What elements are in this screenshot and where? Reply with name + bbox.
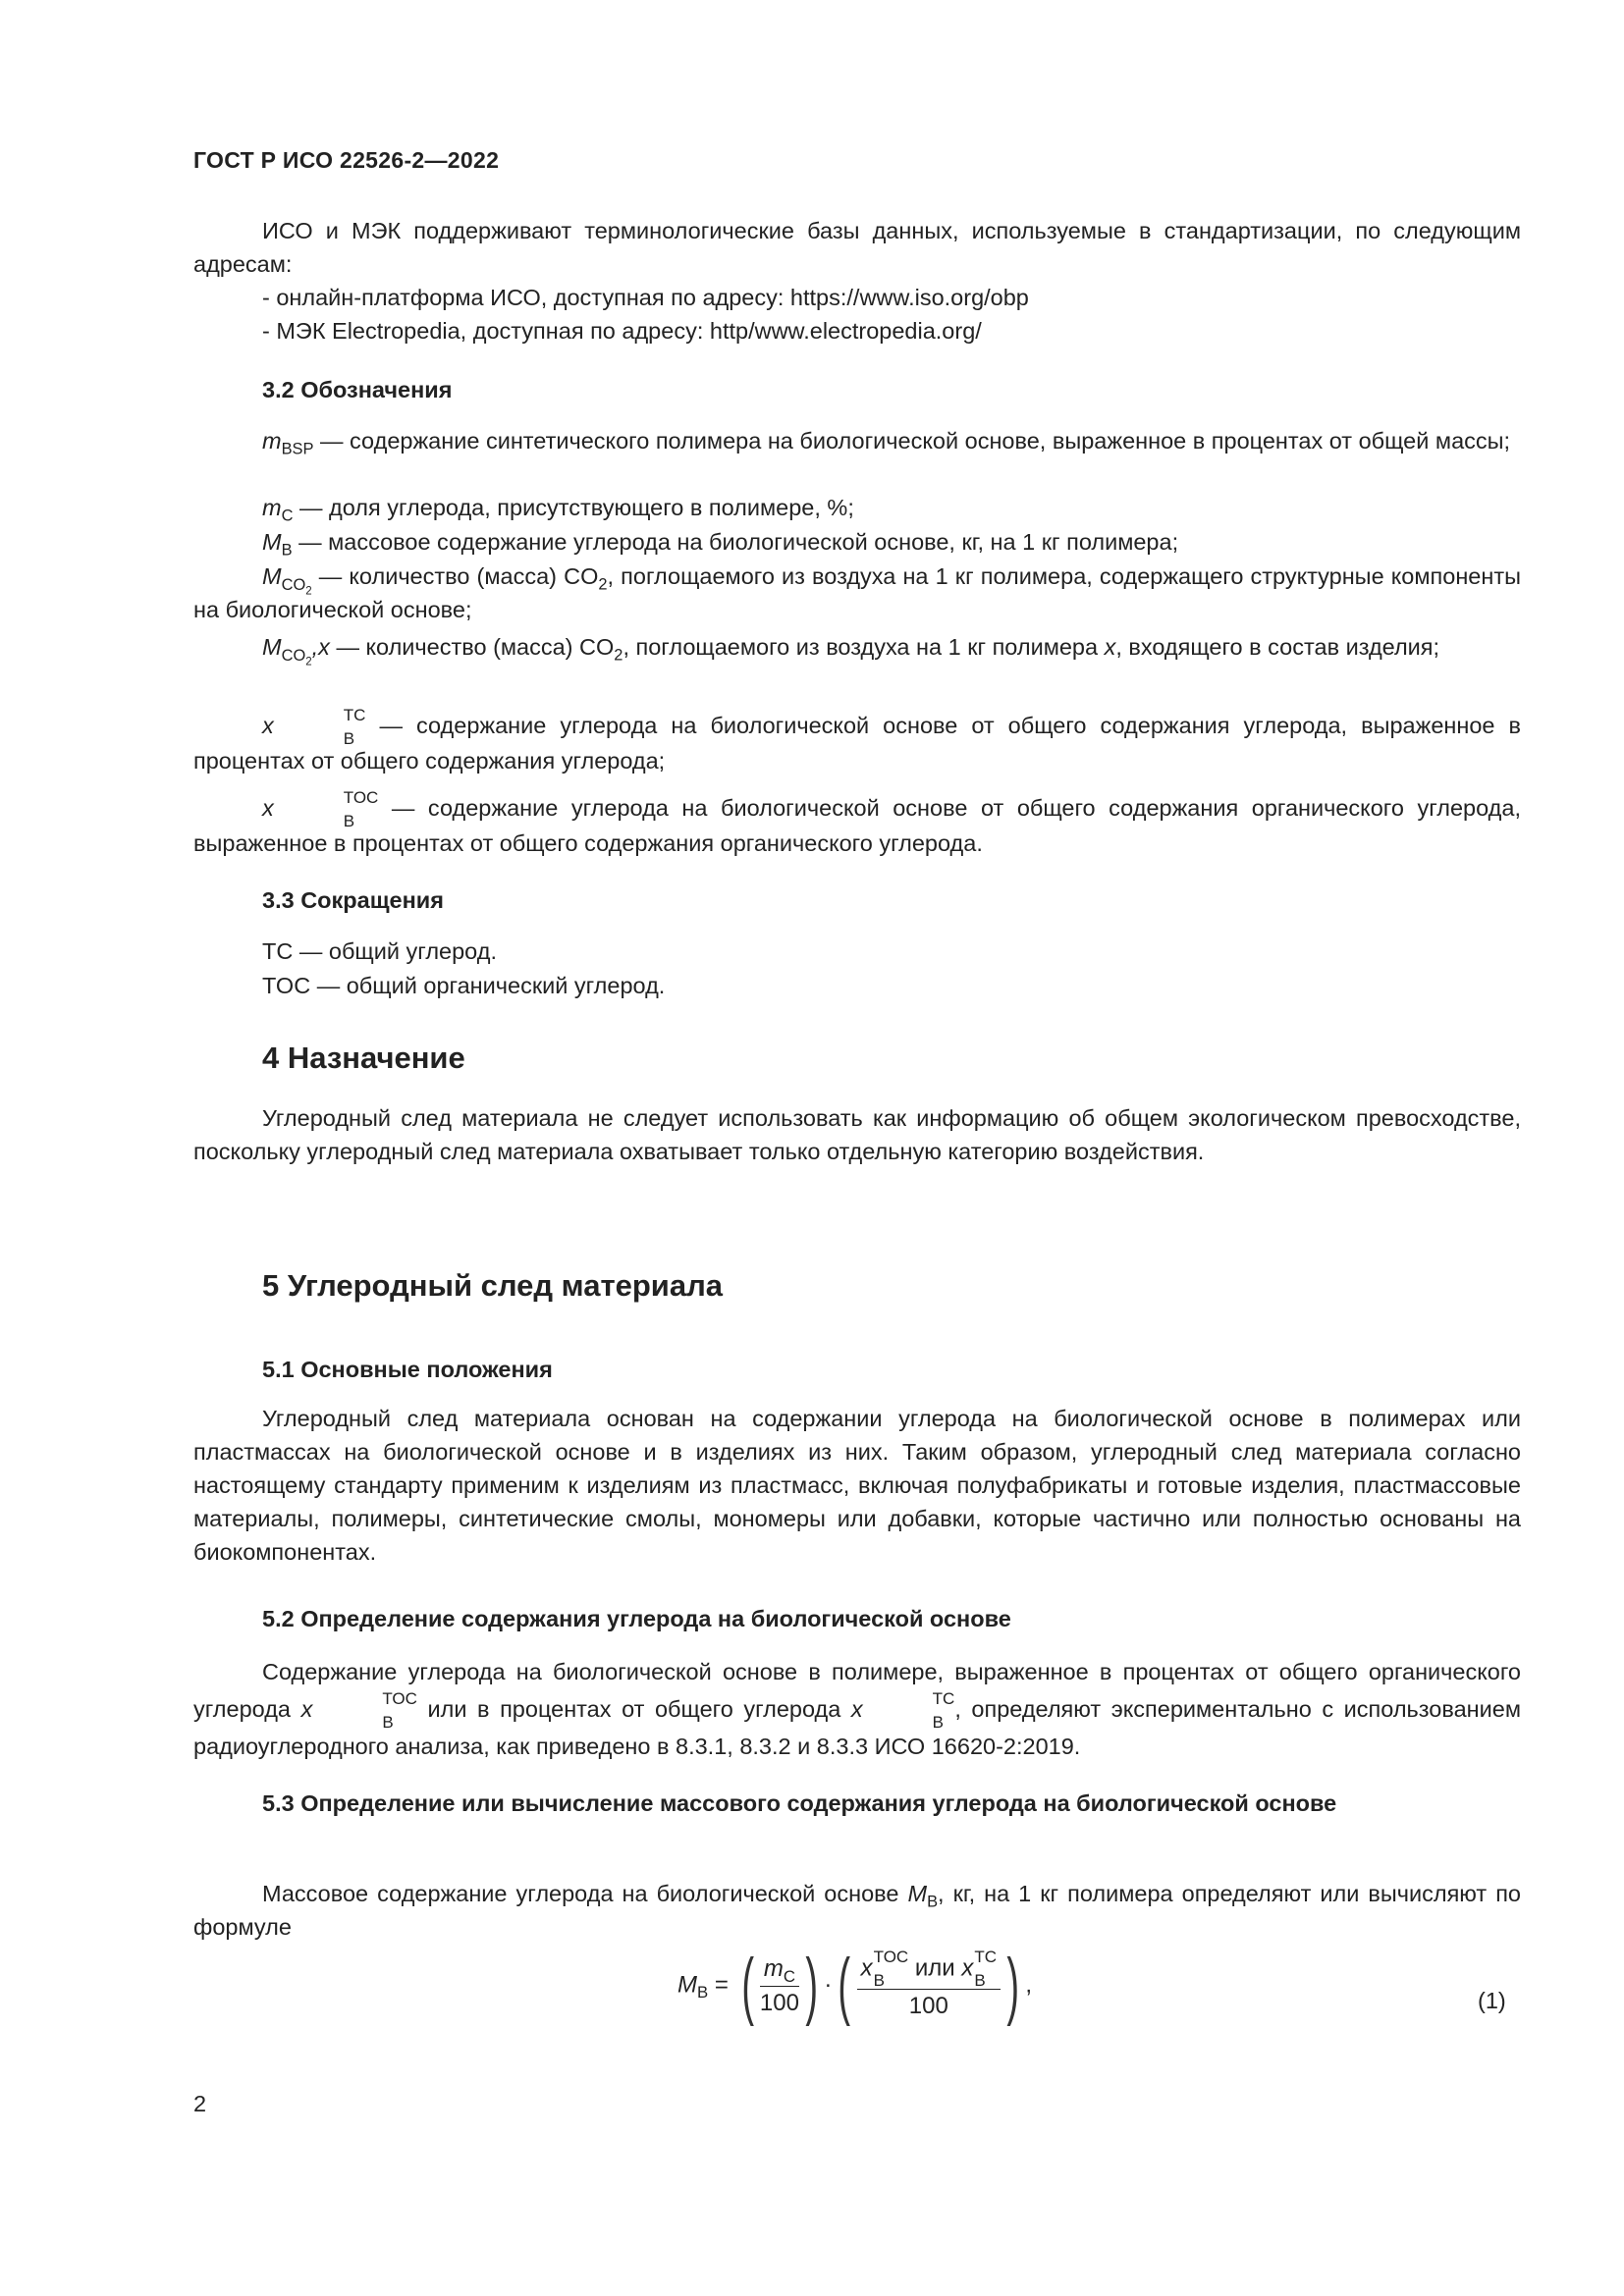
section-5-2-x2: x: [850, 1696, 863, 1722]
section-5-3-sym: M: [907, 1881, 928, 1906]
formula-x1-sup: TOC: [873, 1947, 909, 1966]
section-3-3-title: 3.3 Сокращения: [262, 887, 444, 913]
symbol-mbsp-letter: m: [262, 428, 282, 454]
section-5-2-x1-sup: TOC: [382, 1688, 417, 1708]
symbol-mbsp-sub: BSP: [281, 440, 314, 458]
symbol-mc: [262, 491, 854, 524]
formula-x2: x: [961, 1953, 974, 1981]
symbol-mco2x-x: ,x: [311, 634, 330, 660]
formula-1: [677, 1944, 1365, 2056]
symbol-mco2: [193, 560, 1521, 626]
section-5-2-text3: , определяют экспериментально с использованием радиоуглеродного анализа, как приведено в 8.3.1, 8.3.2 и 8.3.3 ИСО 16620-2:2019.: [193, 1696, 1521, 1759]
symbol-mb-text: — массовое содержание углерода на биологической основе, кг, на 1 кг полимера;: [292, 529, 1179, 555]
formula-frac-1: [760, 1955, 799, 2017]
section-5-2-text1: Содержание углерода на биологической основе в полимере, выраженное в процентах от общего органического углерода: [193, 1659, 1521, 1722]
formula-lhs-sub: B: [697, 1983, 709, 2002]
symbol-xtc-sup: TC: [343, 705, 366, 724]
symbol-mco2x-text2: , поглощаемого из воздуха на 1 кг полимера: [623, 634, 1105, 660]
symbol-mb-sub: B: [281, 541, 293, 560]
symbol-mco2-subsub: 2: [305, 584, 312, 597]
section-5-2-x2-sup: TC: [932, 1688, 955, 1708]
symbol-mc-text: — доля углерода, присутствующего в полимере, %;: [293, 495, 854, 520]
symbol-mco2x-subsub: 2: [305, 655, 312, 667]
formula-x1: x: [860, 1953, 873, 1981]
section-5-2-text2: или в процентах от общего углерода: [416, 1696, 851, 1722]
formula-paren-open-1: (: [740, 1944, 754, 2027]
abbr-toc: TOC — общий органический углерод.: [262, 973, 666, 998]
formula-mc-sub: C: [783, 1966, 795, 1986]
section-5-3-text: [193, 1877, 1521, 1944]
section-4-text: Углеродный след материала не следует использовать как информацию об общем экологическом превосходстве, поскольку углеродный след материала охватывает только отдельную категорию воздействия.: [193, 1105, 1521, 1164]
symbol-xtoc-sub: B: [343, 811, 355, 830]
symbol-mco2x-text1-sub: 2: [614, 646, 623, 665]
symbol-mco2-text2: , поглощаемого из воздуха на 1 кг полимера, содержащего структурные компоненты на биологической основе;: [193, 563, 1522, 622]
formula-x2-sup: TC: [974, 1947, 998, 1966]
section-5-title: 5 Углеродный след материала: [262, 1268, 724, 1303]
symbol-mbsp: [193, 424, 1521, 457]
section-5-1-title: 5.1 Основные положения: [262, 1357, 553, 1382]
page-number: 2: [193, 2091, 207, 2116]
document-header: ГОСТ Р ИСО 22526-2—2022: [193, 147, 500, 173]
section-5-2-x1: x: [300, 1696, 313, 1722]
formula-paren-open-2: (: [838, 1944, 851, 2027]
section-4-title: 4 Назначение: [262, 1041, 465, 1075]
abbr-tc: TC — общий углерод.: [262, 938, 497, 964]
symbol-xtc: [193, 705, 1521, 777]
symbol-xtoc-text: — содержание углерода на биологической основе от общего содержания органического углерода, выраженное в процентах от общего содержания органического углерода.: [193, 795, 1521, 856]
section-5-2-x2-sub: B: [932, 1712, 944, 1732]
formula-x1-sub: B: [873, 1970, 885, 1990]
symbol-mco2-text1-sub: 2: [598, 575, 608, 594]
formula-paren-close-1: ): [805, 1944, 818, 2027]
symbol-xtc-sub: B: [343, 728, 355, 748]
symbol-xtc-letter: x: [262, 713, 274, 738]
section-5-2-title: 5.2 Определение содержания углерода на биологической основе: [262, 1606, 1011, 1631]
formula-number: (1): [1478, 1988, 1506, 2013]
intro-list-item-iso: - онлайн-платформа ИСО, доступная по адресу: https://www.iso.org/obp: [262, 285, 1029, 310]
formula-mc: m: [763, 1954, 784, 1982]
section-5-3-sub: B: [927, 1893, 939, 1911]
section-5-2-x1-sub: B: [382, 1712, 394, 1732]
symbol-mco2x-text3: , входящего в состав изделия;: [1115, 634, 1440, 660]
symbol-xtc-text: — содержание углерода на биологической основе от общего содержания углерода, выраженное в процентах от общего содержания углерода;: [193, 713, 1521, 774]
symbol-mco2-sub: CO: [281, 575, 306, 594]
symbol-mco2x-sub: CO: [281, 646, 306, 665]
section-5-3-text2: , кг, на 1 кг полимера определяют или вычисляют по формуле: [193, 1881, 1521, 1940]
section-5-3-text1: Массовое содержание углерода на биологической основе: [262, 1881, 908, 1906]
formula-or: или: [908, 1953, 962, 1981]
formula-paren-close-2: ): [1006, 1944, 1020, 2027]
section-5-2-text: [193, 1653, 1521, 1765]
symbol-mco2x: [193, 630, 1521, 667]
symbol-xtoc-letter: x: [262, 795, 274, 821]
formula-x2-sub: B: [974, 1970, 986, 1990]
symbol-mb-letter: M: [262, 529, 282, 555]
formula-frac-2: [857, 1947, 1001, 2020]
symbol-xtoc-sup: TOC: [343, 787, 379, 807]
symbol-mco2x-letter: M: [262, 634, 282, 660]
section-5-1-text: Углеродный след материала основан на содержании углерода на биологической основе в полимерах или пластмассах на биологической основе и в изделиях из них. Таким образом, углеродный след материала согласно настоящему стандарту применим к изделиям из пластмасс, включая полуфабрикаты и готовые изделия, пластмассовые материалы, полимеры, синтетические смолы, мономеры или добавки, которые частично или полностью основаны на биокомпонентах.: [193, 1406, 1521, 1565]
intro-list-item-iec: - МЭК Electropedia, доступная по адресу: http/www.electropedia.org/: [262, 318, 982, 344]
section-3-2-title: 3.2 Обозначения: [262, 377, 453, 402]
intro-paragraph: ИСО и МЭК поддерживают терминологические базы данных, используемые в стандартизации, по следующим адресам:: [193, 218, 1521, 277]
symbol-mco2-letter: M: [262, 563, 282, 589]
formula-comma: ,: [1025, 1971, 1033, 1999]
formula-lhs: M: [677, 1971, 697, 1999]
symbol-mb: [262, 525, 1178, 559]
symbol-mco2x-text1: — количество (масса) CO: [329, 634, 615, 660]
formula-den-2: 100: [908, 1992, 948, 2019]
symbol-mco2-text1: — количество (масса) CO: [311, 563, 599, 589]
symbol-mc-sub: C: [281, 507, 294, 525]
formula-den-1: 100: [759, 1989, 799, 2016]
symbol-mbsp-text: — содержание синтетического полимера на биологической основе, выраженное в процентах от общей массы;: [313, 428, 1511, 454]
formula-dot: ·: [824, 1971, 833, 1999]
formula-eq: =: [708, 1971, 735, 1999]
symbol-mco2x-xi: x: [1104, 634, 1116, 660]
symbol-xtoc: [193, 787, 1521, 860]
symbol-mc-letter: m: [262, 495, 282, 520]
section-5-3-title: 5.3 Определение или вычисление массового содержания углерода на биологической основе: [262, 1790, 1337, 1816]
